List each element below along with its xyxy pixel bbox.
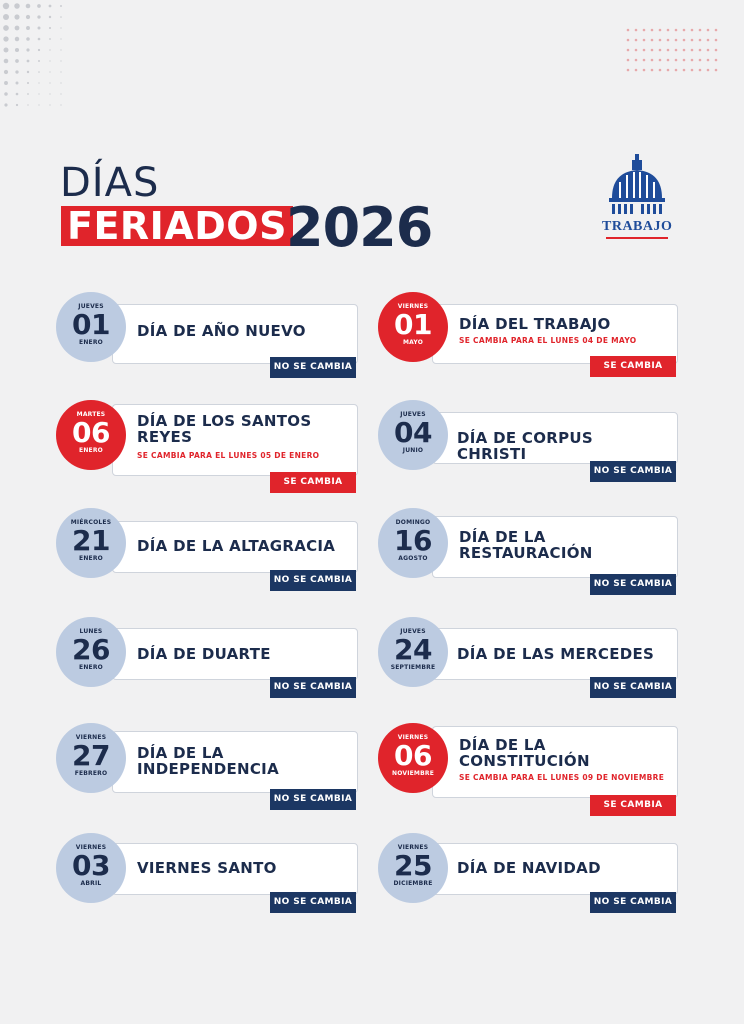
decorative-dot [38, 38, 41, 41]
holiday-day-number: 04 [394, 416, 432, 449]
decorative-dot [49, 82, 50, 83]
decorative-dot [26, 37, 30, 41]
decorative-dot [651, 69, 654, 72]
holiday-change-note: SE CAMBIA PARA EL LUNES 09 DE NOVIEMBRE [459, 773, 665, 782]
decorative-dot [60, 5, 62, 7]
decorative-dot [60, 60, 61, 61]
decorative-dot [659, 49, 662, 52]
holiday-card-box [432, 304, 678, 364]
decorative-dot [667, 69, 670, 72]
decorative-dot [26, 4, 31, 9]
holiday-weekday: VIERNES [397, 844, 429, 851]
holiday-month: ABRIL [80, 880, 102, 887]
decorative-dot [4, 103, 7, 106]
decorative-dot [38, 49, 40, 51]
holiday-day-number: 26 [72, 633, 110, 666]
decorative-dot [707, 39, 710, 42]
decorative-dot [667, 29, 670, 32]
holiday-day-number: 06 [394, 739, 432, 772]
decorative-dot [49, 104, 50, 105]
holiday-name: DÍA DE AÑO NUEVO [137, 322, 306, 340]
holiday-status-badge: NO SE CAMBIA [590, 892, 676, 913]
decorative-dot [627, 29, 630, 32]
holiday-date-circle [378, 508, 448, 578]
decorative-dot [675, 49, 678, 52]
decorative-dot [691, 69, 694, 72]
decorative-dot [691, 39, 694, 42]
holiday-weekday: LUNES [79, 628, 103, 635]
decorative-dot [15, 48, 19, 52]
logo-label: TRABAJO [602, 219, 673, 234]
decorative-dot [651, 39, 654, 42]
decorative-dot [675, 59, 678, 62]
holiday-date-circle [56, 617, 126, 687]
decorative-dot [49, 38, 51, 40]
holiday-status-badge: SE CAMBIA [590, 356, 676, 377]
decorative-dot [659, 39, 662, 42]
holiday-status-badge: NO SE CAMBIA [590, 461, 676, 482]
decorative-dot [691, 59, 694, 62]
holiday-date-circle [378, 400, 448, 470]
holiday-weekday: JUEVES [400, 411, 426, 418]
decorative-dot [699, 39, 702, 42]
decorative-dot [37, 4, 41, 8]
decorative-dot [60, 38, 61, 39]
page-title-line1: DÍAS [60, 160, 160, 206]
holiday-status-badge: NO SE CAMBIA [270, 357, 356, 378]
ministry-logo [602, 154, 672, 239]
page-title-highlight: FERIADOS [61, 206, 293, 246]
holiday-status-badge: NO SE CAMBIA [270, 570, 356, 591]
holiday-status-badge: NO SE CAMBIA [590, 677, 676, 698]
decorative-dot [699, 69, 702, 72]
holiday-month: ENERO [79, 664, 103, 671]
holiday-month: ENERO [79, 339, 103, 346]
holiday-date-circle [378, 723, 448, 793]
decorative-dot [707, 49, 710, 52]
decorative-dot [635, 39, 638, 42]
decorative-dot [60, 93, 61, 94]
holiday-change-note: SE CAMBIA PARA EL LUNES 04 DE MAYO [459, 336, 637, 345]
decorative-dot [15, 59, 19, 63]
holiday-weekday: VIERNES [397, 303, 429, 310]
decorative-dot [635, 59, 638, 62]
holiday-status-badge: SE CAMBIA [590, 795, 676, 816]
decorative-dot [675, 69, 678, 72]
decorative-dots-top-right [624, 26, 720, 76]
decorative-dot [14, 14, 19, 19]
holiday-weekday: DOMINGO [395, 519, 431, 526]
decorative-dot [49, 16, 51, 18]
holiday-day-number: 06 [72, 416, 110, 449]
holiday-month: ENERO [79, 447, 103, 454]
decorative-dot [60, 49, 61, 50]
decorative-dot [14, 3, 20, 9]
decorative-dot [691, 49, 694, 52]
decorative-dot [707, 29, 710, 32]
decorative-dot [659, 29, 662, 32]
decorative-dot [27, 82, 29, 84]
holiday-name: DÍA DE LOS SANTOS REYES [137, 412, 312, 446]
decorative-dot [27, 104, 28, 105]
holiday-name: DÍA DE CORPUS CHRISTI [457, 429, 593, 463]
decorative-dot [60, 104, 61, 105]
holiday-date-circle [378, 292, 448, 362]
decorative-dot [27, 71, 29, 73]
holiday-date-circle [56, 508, 126, 578]
decorative-dot [715, 29, 718, 32]
holiday-weekday: JUEVES [78, 303, 104, 310]
holiday-weekday: MARTES [76, 411, 106, 418]
decorative-dot [38, 60, 40, 62]
decorative-dot [16, 82, 19, 85]
holiday-month: DICIEMBRE [393, 880, 433, 887]
holiday-day-number: 16 [394, 524, 432, 557]
holiday-weekday: VIERNES [75, 734, 107, 741]
decorative-dot [715, 69, 718, 72]
holiday-day-number: 21 [72, 524, 110, 557]
decorative-dot [4, 92, 8, 96]
decorative-dot [627, 59, 630, 62]
decorative-dot [667, 59, 670, 62]
decorative-dot [60, 82, 61, 83]
holiday-name: DÍA DEL TRABAJO [459, 315, 611, 333]
holiday-day-number: 25 [394, 849, 432, 882]
holiday-status-badge: SE CAMBIA [270, 472, 356, 493]
decorative-dot [26, 48, 29, 51]
decorative-dot [16, 93, 19, 96]
holiday-day-number: 03 [72, 849, 110, 882]
decorative-dot [659, 69, 662, 72]
holiday-date-circle [378, 617, 448, 687]
decorative-dot [627, 49, 630, 52]
decorative-dot [49, 49, 50, 50]
decorative-dot [16, 104, 18, 106]
capitol-dome-icon [606, 154, 668, 218]
decorative-dot [60, 71, 61, 72]
holiday-date-circle [56, 723, 126, 793]
decorative-dot [715, 59, 718, 62]
holiday-month: JUNIO [402, 447, 424, 454]
holiday-status-badge: NO SE CAMBIA [270, 789, 356, 810]
decorative-dot [26, 15, 30, 19]
holiday-name: DÍA DE LA ALTAGRACIA [137, 537, 336, 555]
decorative-dot [635, 69, 638, 72]
decorative-dot [49, 27, 51, 29]
holiday-month: FEBRERO [74, 770, 108, 777]
holiday-name: DÍA DE LA RESTAURACIÓN [459, 528, 593, 562]
decorative-dot [37, 15, 40, 18]
decorative-dot [683, 59, 686, 62]
decorative-dot [635, 29, 638, 32]
holiday-month: SEPTIEMBRE [390, 664, 436, 671]
decorative-dot [27, 60, 30, 63]
decorative-dot [15, 26, 20, 31]
decorative-dot [627, 69, 630, 72]
logo-underline [606, 237, 668, 239]
decorative-dot [3, 3, 9, 9]
decorative-dot [715, 49, 718, 52]
decorative-dot [707, 59, 710, 62]
decorative-dot [3, 25, 9, 31]
holiday-day-number: 24 [394, 633, 432, 666]
decorative-dot [643, 49, 646, 52]
decorative-dot [49, 5, 52, 8]
decorative-dot [3, 14, 9, 20]
holiday-day-number: 01 [394, 308, 432, 341]
holiday-weekday: MIÉRCOLES [70, 519, 112, 526]
decorative-dots-top-left [0, 0, 70, 120]
decorative-dot [627, 39, 630, 42]
decorative-dot [38, 104, 39, 105]
holiday-change-note: SE CAMBIA PARA EL LUNES 05 DE ENERO [137, 451, 320, 460]
decorative-dot [3, 36, 8, 41]
holiday-name: DÍA DE LA INDEPENDENCIA [137, 744, 279, 778]
decorative-dot [49, 60, 50, 61]
holiday-month: ENERO [79, 555, 103, 562]
decorative-dot [675, 29, 678, 32]
holiday-day-number: 27 [72, 739, 110, 772]
decorative-dot [4, 59, 9, 64]
holiday-date-circle [56, 400, 126, 470]
holiday-date-circle [56, 292, 126, 362]
holiday-weekday: JUEVES [400, 628, 426, 635]
decorative-dot [643, 29, 646, 32]
decorative-dot [707, 69, 710, 72]
decorative-dot [691, 29, 694, 32]
decorative-dot [667, 39, 670, 42]
decorative-dot [659, 59, 662, 62]
decorative-dot [4, 70, 8, 74]
holiday-name: VIERNES SANTO [137, 859, 277, 877]
page-title-year: 2026 [286, 196, 433, 259]
decorative-dot [643, 39, 646, 42]
holiday-name: DÍA DE DUARTE [137, 645, 271, 663]
holiday-name: DÍA DE NAVIDAD [457, 859, 601, 877]
decorative-dot [699, 59, 702, 62]
decorative-dot [60, 27, 61, 28]
holiday-day-number: 01 [72, 308, 110, 341]
holiday-name: DÍA DE LA CONSTITUCIÓN [459, 736, 590, 770]
holiday-status-badge: NO SE CAMBIA [590, 574, 676, 595]
decorative-dot [715, 39, 718, 42]
holiday-month: NOVIEMBRE [392, 770, 434, 777]
decorative-dot [667, 49, 670, 52]
holiday-weekday: VIERNES [397, 734, 429, 741]
decorative-dot [643, 69, 646, 72]
decorative-dot [38, 27, 41, 30]
holiday-date-circle [378, 833, 448, 903]
decorative-dot [643, 59, 646, 62]
decorative-dot [15, 37, 19, 41]
decorative-dot [49, 93, 50, 94]
decorative-dot [683, 39, 686, 42]
decorative-dot [651, 59, 654, 62]
decorative-dot [26, 26, 30, 30]
decorative-dot [4, 48, 9, 53]
decorative-dot [38, 71, 40, 73]
decorative-dot [27, 93, 29, 95]
holiday-month: MAYO [402, 339, 424, 346]
holiday-name: DÍA DE LAS MERCEDES [457, 645, 655, 663]
holiday-weekday: VIERNES [75, 844, 107, 851]
holiday-month: AGOSTO [398, 555, 428, 562]
holiday-status-badge: NO SE CAMBIA [270, 892, 356, 913]
decorative-dot [699, 49, 702, 52]
decorative-dot [60, 16, 62, 18]
decorative-dot [49, 71, 50, 72]
decorative-dot [683, 29, 686, 32]
decorative-dot [38, 82, 39, 83]
holiday-date-circle [56, 833, 126, 903]
decorative-dot [38, 93, 39, 94]
decorative-dot [683, 69, 686, 72]
decorative-dot [699, 29, 702, 32]
decorative-dot [675, 39, 678, 42]
holiday-status-badge: NO SE CAMBIA [270, 677, 356, 698]
decorative-dot [683, 49, 686, 52]
decorative-dot [651, 29, 654, 32]
decorative-dot [651, 49, 654, 52]
decorative-dot [15, 70, 18, 73]
decorative-dot [4, 81, 8, 85]
decorative-dot [635, 49, 638, 52]
